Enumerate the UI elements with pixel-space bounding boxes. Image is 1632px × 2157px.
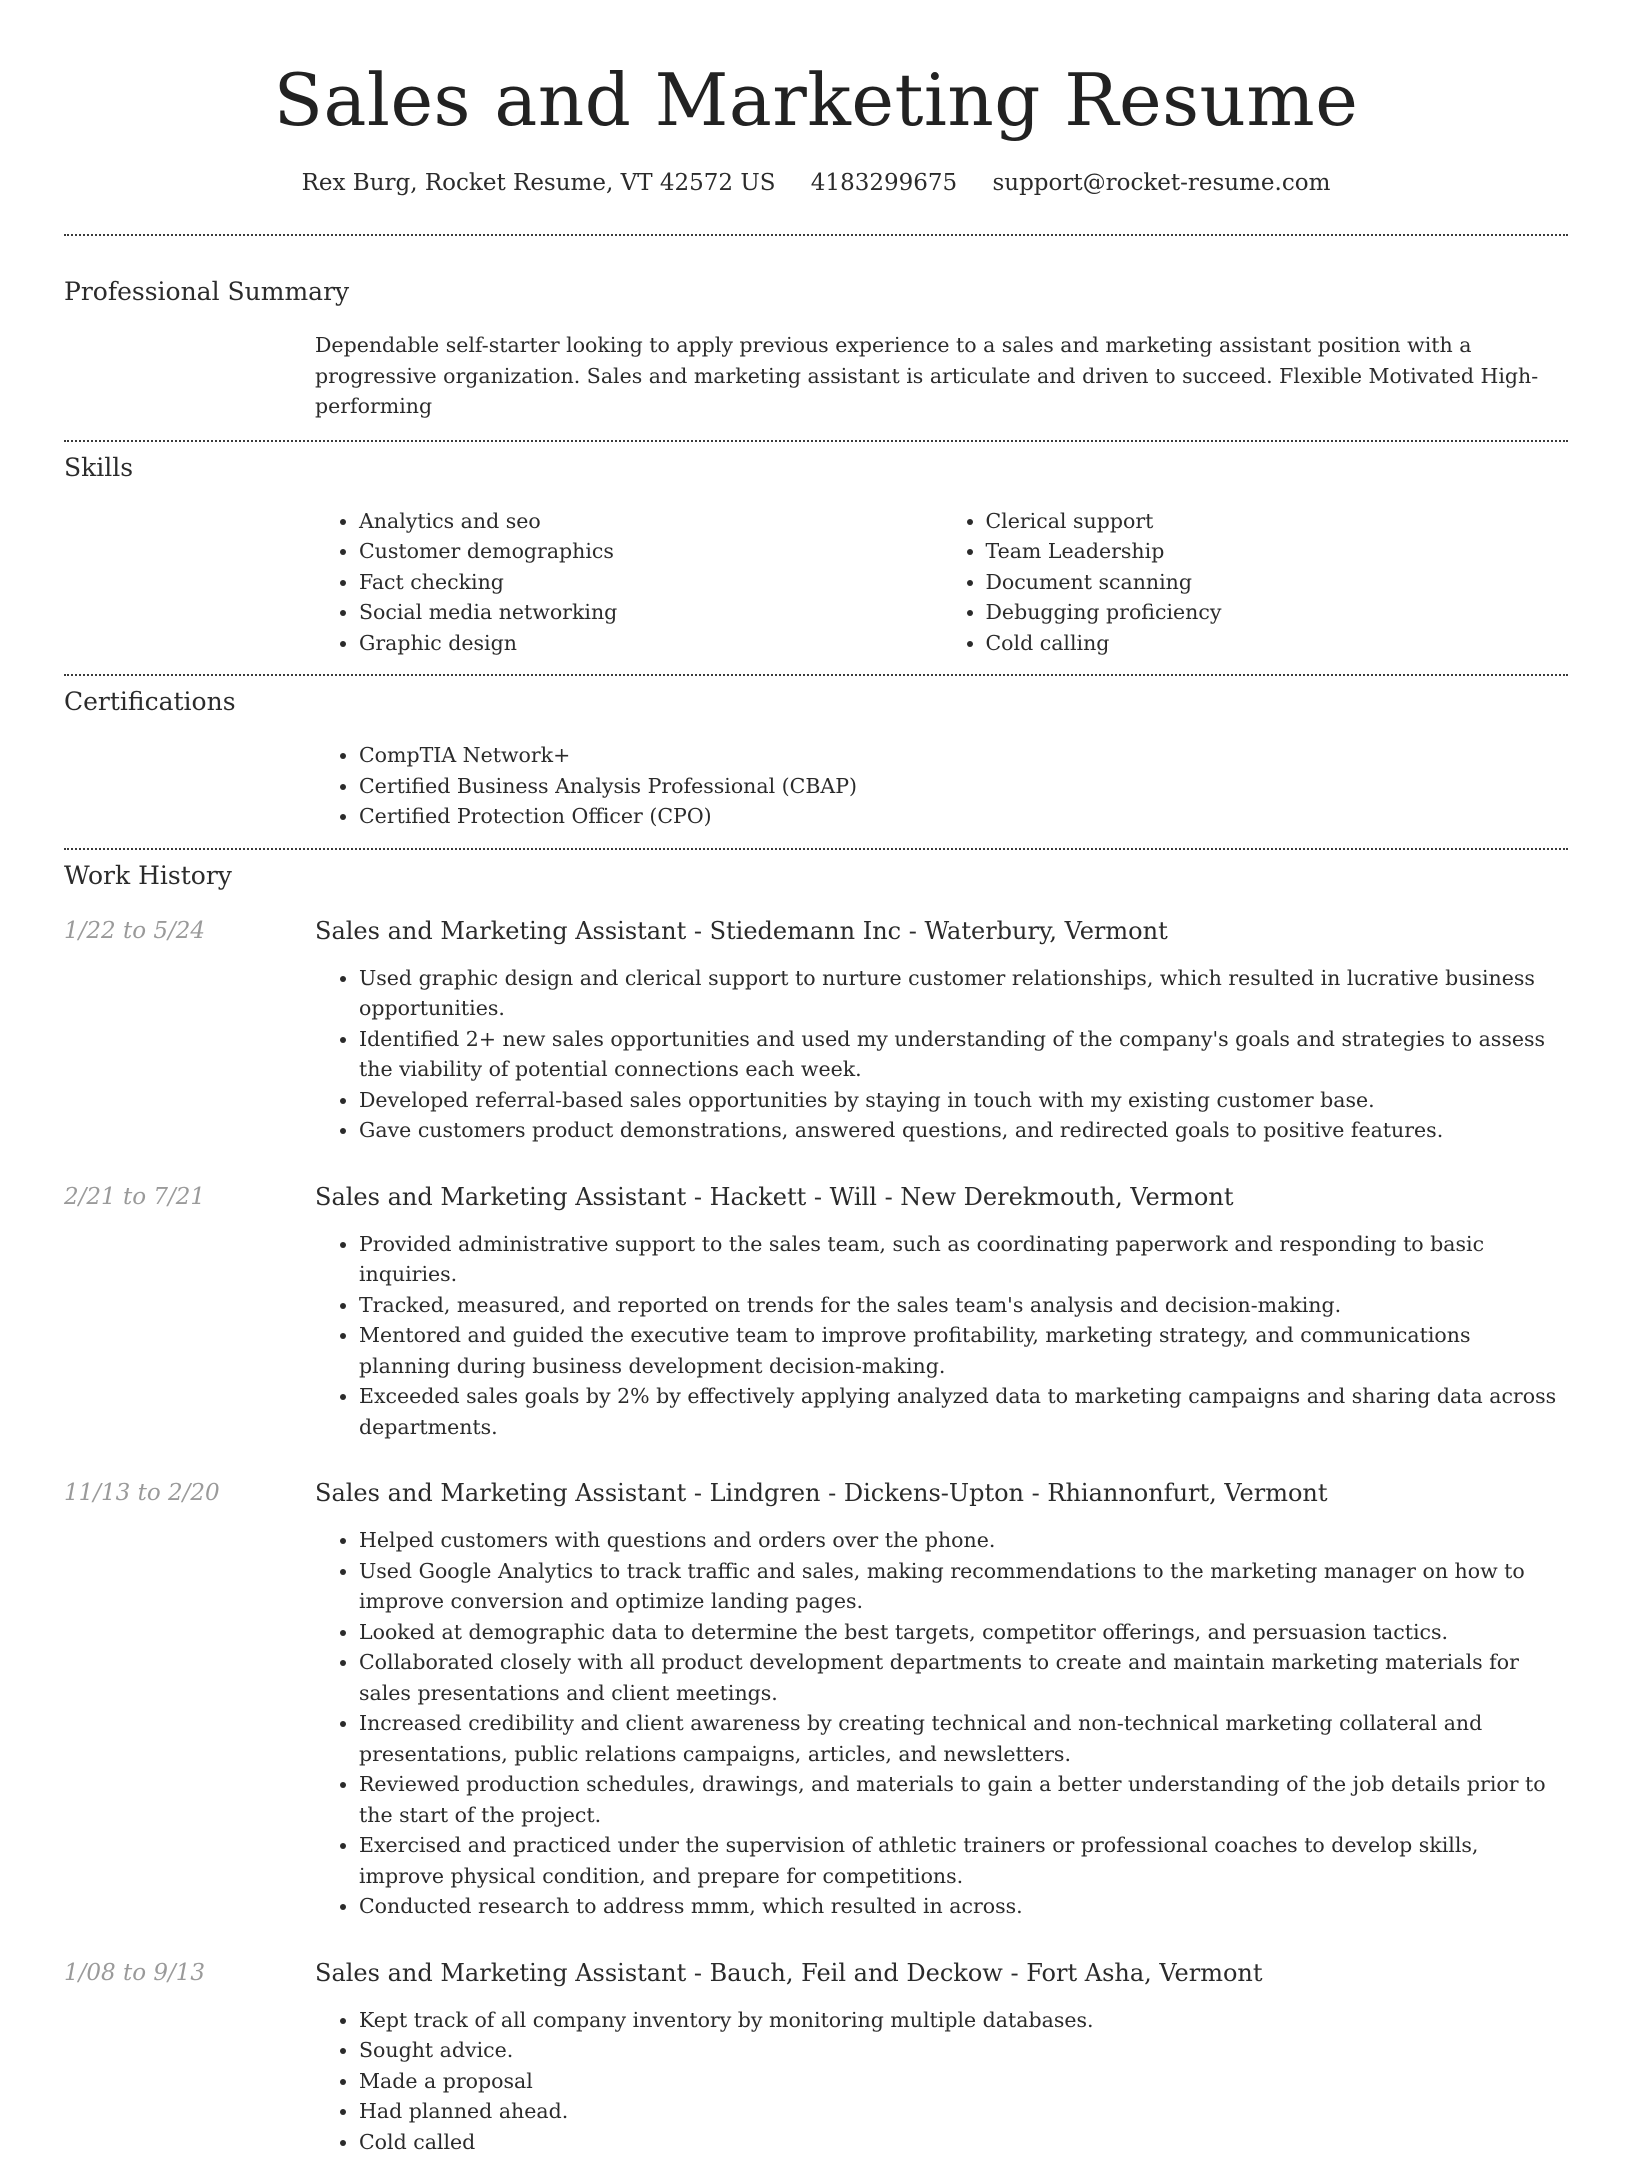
skill-item: • Fact checking bbox=[359, 567, 942, 598]
job-bullets bbox=[315, 963, 1568, 1146]
job-bullet: • Looked at demographic data to determine the best targets, competitor offerings, and persuasion tactics. bbox=[359, 1617, 1568, 1648]
certification-item: • CompTIA Network+ bbox=[359, 740, 1568, 771]
certifications-heading: Certifications bbox=[64, 686, 1568, 718]
skills-body bbox=[315, 506, 1568, 659]
skills-list-left bbox=[315, 506, 942, 659]
skill-item: • Team Leadership bbox=[986, 536, 1569, 567]
skill-item: • Clerical support bbox=[986, 506, 1569, 537]
skill-item: • Debugging proficiency bbox=[986, 597, 1569, 628]
job-bullet: • Made a proposal bbox=[359, 2066, 1568, 2097]
certification-item: • Certified Protection Officer (CPO) bbox=[359, 801, 1568, 832]
job-bullets bbox=[315, 1229, 1568, 1443]
job-entry bbox=[64, 1958, 1568, 2157]
skill-item: • Analytics and seo bbox=[359, 506, 942, 537]
skill-item: • Graphic design bbox=[359, 628, 942, 659]
resume-page bbox=[64, 0, 1568, 2157]
job-bullet: • Used graphic design and clerical support to nurture customer relationships, which resulted in lucrative business opportunities. bbox=[359, 963, 1568, 1024]
job-title: Sales and Marketing Assistant - Lindgren - Dickens-Upton - Rhiannonfurt, Vermont bbox=[315, 1478, 1568, 1508]
summary-section bbox=[64, 234, 1568, 440]
contact-email: support@rocket-resume.com bbox=[992, 170, 1330, 196]
skills-list-right bbox=[942, 506, 1569, 659]
job-bullet: • Tracked, measured, and reported on trends for the sales team's analysis and decision-making. bbox=[359, 1290, 1568, 1321]
job-title: Sales and Marketing Assistant - Stiedemann Inc - Waterbury, Vermont bbox=[315, 916, 1568, 946]
job-entry bbox=[64, 1182, 1568, 1443]
skills-section bbox=[64, 440, 1568, 675]
summary-body bbox=[315, 330, 1568, 422]
certification-item: • Certified Business Analysis Professional (CBAP) bbox=[359, 771, 1568, 802]
job-entry bbox=[64, 916, 1568, 1146]
skill-item: • Customer demographics bbox=[359, 536, 942, 567]
job-bullet: • Helped customers with questions and orders over the phone. bbox=[359, 1525, 1568, 1556]
work-history-heading: Work History bbox=[64, 860, 1568, 892]
job-dates: 1/22 to 5/24 bbox=[64, 916, 205, 946]
work-history-section bbox=[64, 848, 1568, 2157]
job-bullet: • Conducted research to address mmm, which resulted in across. bbox=[359, 1891, 1568, 1922]
job-entry bbox=[64, 1478, 1568, 1922]
skills-heading: Skills bbox=[64, 452, 1568, 484]
job-bullet: • Had planned ahead. bbox=[359, 2096, 1568, 2127]
certifications-section bbox=[64, 674, 1568, 848]
job-bullet: • Collaborated closely with all product development departments to create and maintain marketing materials for sales presentations and client meetings. bbox=[359, 1647, 1568, 1708]
contact-address: Rex Burg, Rocket Resume, VT 42572 US bbox=[302, 170, 776, 196]
job-dates: 2/21 to 7/21 bbox=[64, 1182, 205, 1212]
contact-line bbox=[64, 168, 1568, 198]
job-bullets bbox=[315, 2005, 1568, 2157]
summary-heading: Professional Summary bbox=[64, 276, 1568, 308]
job-bullet: • Provided administrative support to the sales team, such as coordinating paperwork and responding to basic inquiries. bbox=[359, 1229, 1568, 1290]
job-bullet: • Increased credibility and client awareness by creating technical and non-technical marketing collateral and presentations, public relations campaigns, articles, and newsletters. bbox=[359, 1708, 1568, 1769]
job-bullet: • Exercised and practiced under the supervision of athletic trainers or professional coaches to develop skills, improve physical condition, and prepare for competitions. bbox=[359, 1830, 1568, 1891]
job-bullet: • Identified 2+ new sales opportunities and used my understanding of the company's goals and strategies to assess the viability of potential connections each week. bbox=[359, 1024, 1568, 1085]
job-title: Sales and Marketing Assistant - Hackett - Will - New Derekmouth, Vermont bbox=[315, 1182, 1568, 1212]
certifications-list bbox=[315, 740, 1568, 832]
job-bullet: • Developed referral-based sales opportunities by staying in touch with my existing customer base. bbox=[359, 1085, 1568, 1116]
job-bullet: • Gave customers product demonstrations, answered questions, and redirected goals to positive features. bbox=[359, 1115, 1568, 1146]
job-bullets bbox=[315, 1525, 1568, 1922]
skill-item: • Document scanning bbox=[986, 567, 1569, 598]
job-bullet: • Reviewed production schedules, drawings, and materials to gain a better understanding of the job details prior to the start of the project. bbox=[359, 1769, 1568, 1830]
job-bullet: • Mentored and guided the executive team to improve profitability, marketing strategy, and communications planning during business development decision-making. bbox=[359, 1320, 1568, 1381]
job-bullet: • Cold called bbox=[359, 2127, 1568, 2157]
job-dates: 11/13 to 2/20 bbox=[64, 1478, 220, 1508]
skill-item: • Cold calling bbox=[986, 628, 1569, 659]
job-bullet: • Exceeded sales goals by 2% by effectively applying analyzed data to marketing campaigns and sharing data across departments. bbox=[359, 1381, 1568, 1442]
skill-item: • Social media networking bbox=[359, 597, 942, 628]
job-dates: 1/08 to 9/13 bbox=[64, 1958, 205, 1988]
job-bullet: • Sought advice. bbox=[359, 2035, 1568, 2066]
contact-phone: 4183299675 bbox=[811, 170, 957, 196]
resume-title: Sales and Marketing Resume bbox=[64, 0, 1568, 148]
job-bullet: • Kept track of all company inventory by monitoring multiple databases. bbox=[359, 2005, 1568, 2036]
job-title: Sales and Marketing Assistant - Bauch, Feil and Deckow - Fort Asha, Vermont bbox=[315, 1958, 1568, 1988]
certifications-body bbox=[315, 740, 1568, 832]
job-bullet: • Used Google Analytics to track traffic and sales, making recommendations to the marketing manager on how to improve conversion and optimize landing pages. bbox=[359, 1556, 1568, 1617]
summary-text: Dependable self-starter looking to apply previous experience to a sales and marketing assistant position with a progressive organization. Sales and marketing assistant is articulate and driven to succeed. Flexible Motivated High-performing bbox=[315, 330, 1568, 422]
